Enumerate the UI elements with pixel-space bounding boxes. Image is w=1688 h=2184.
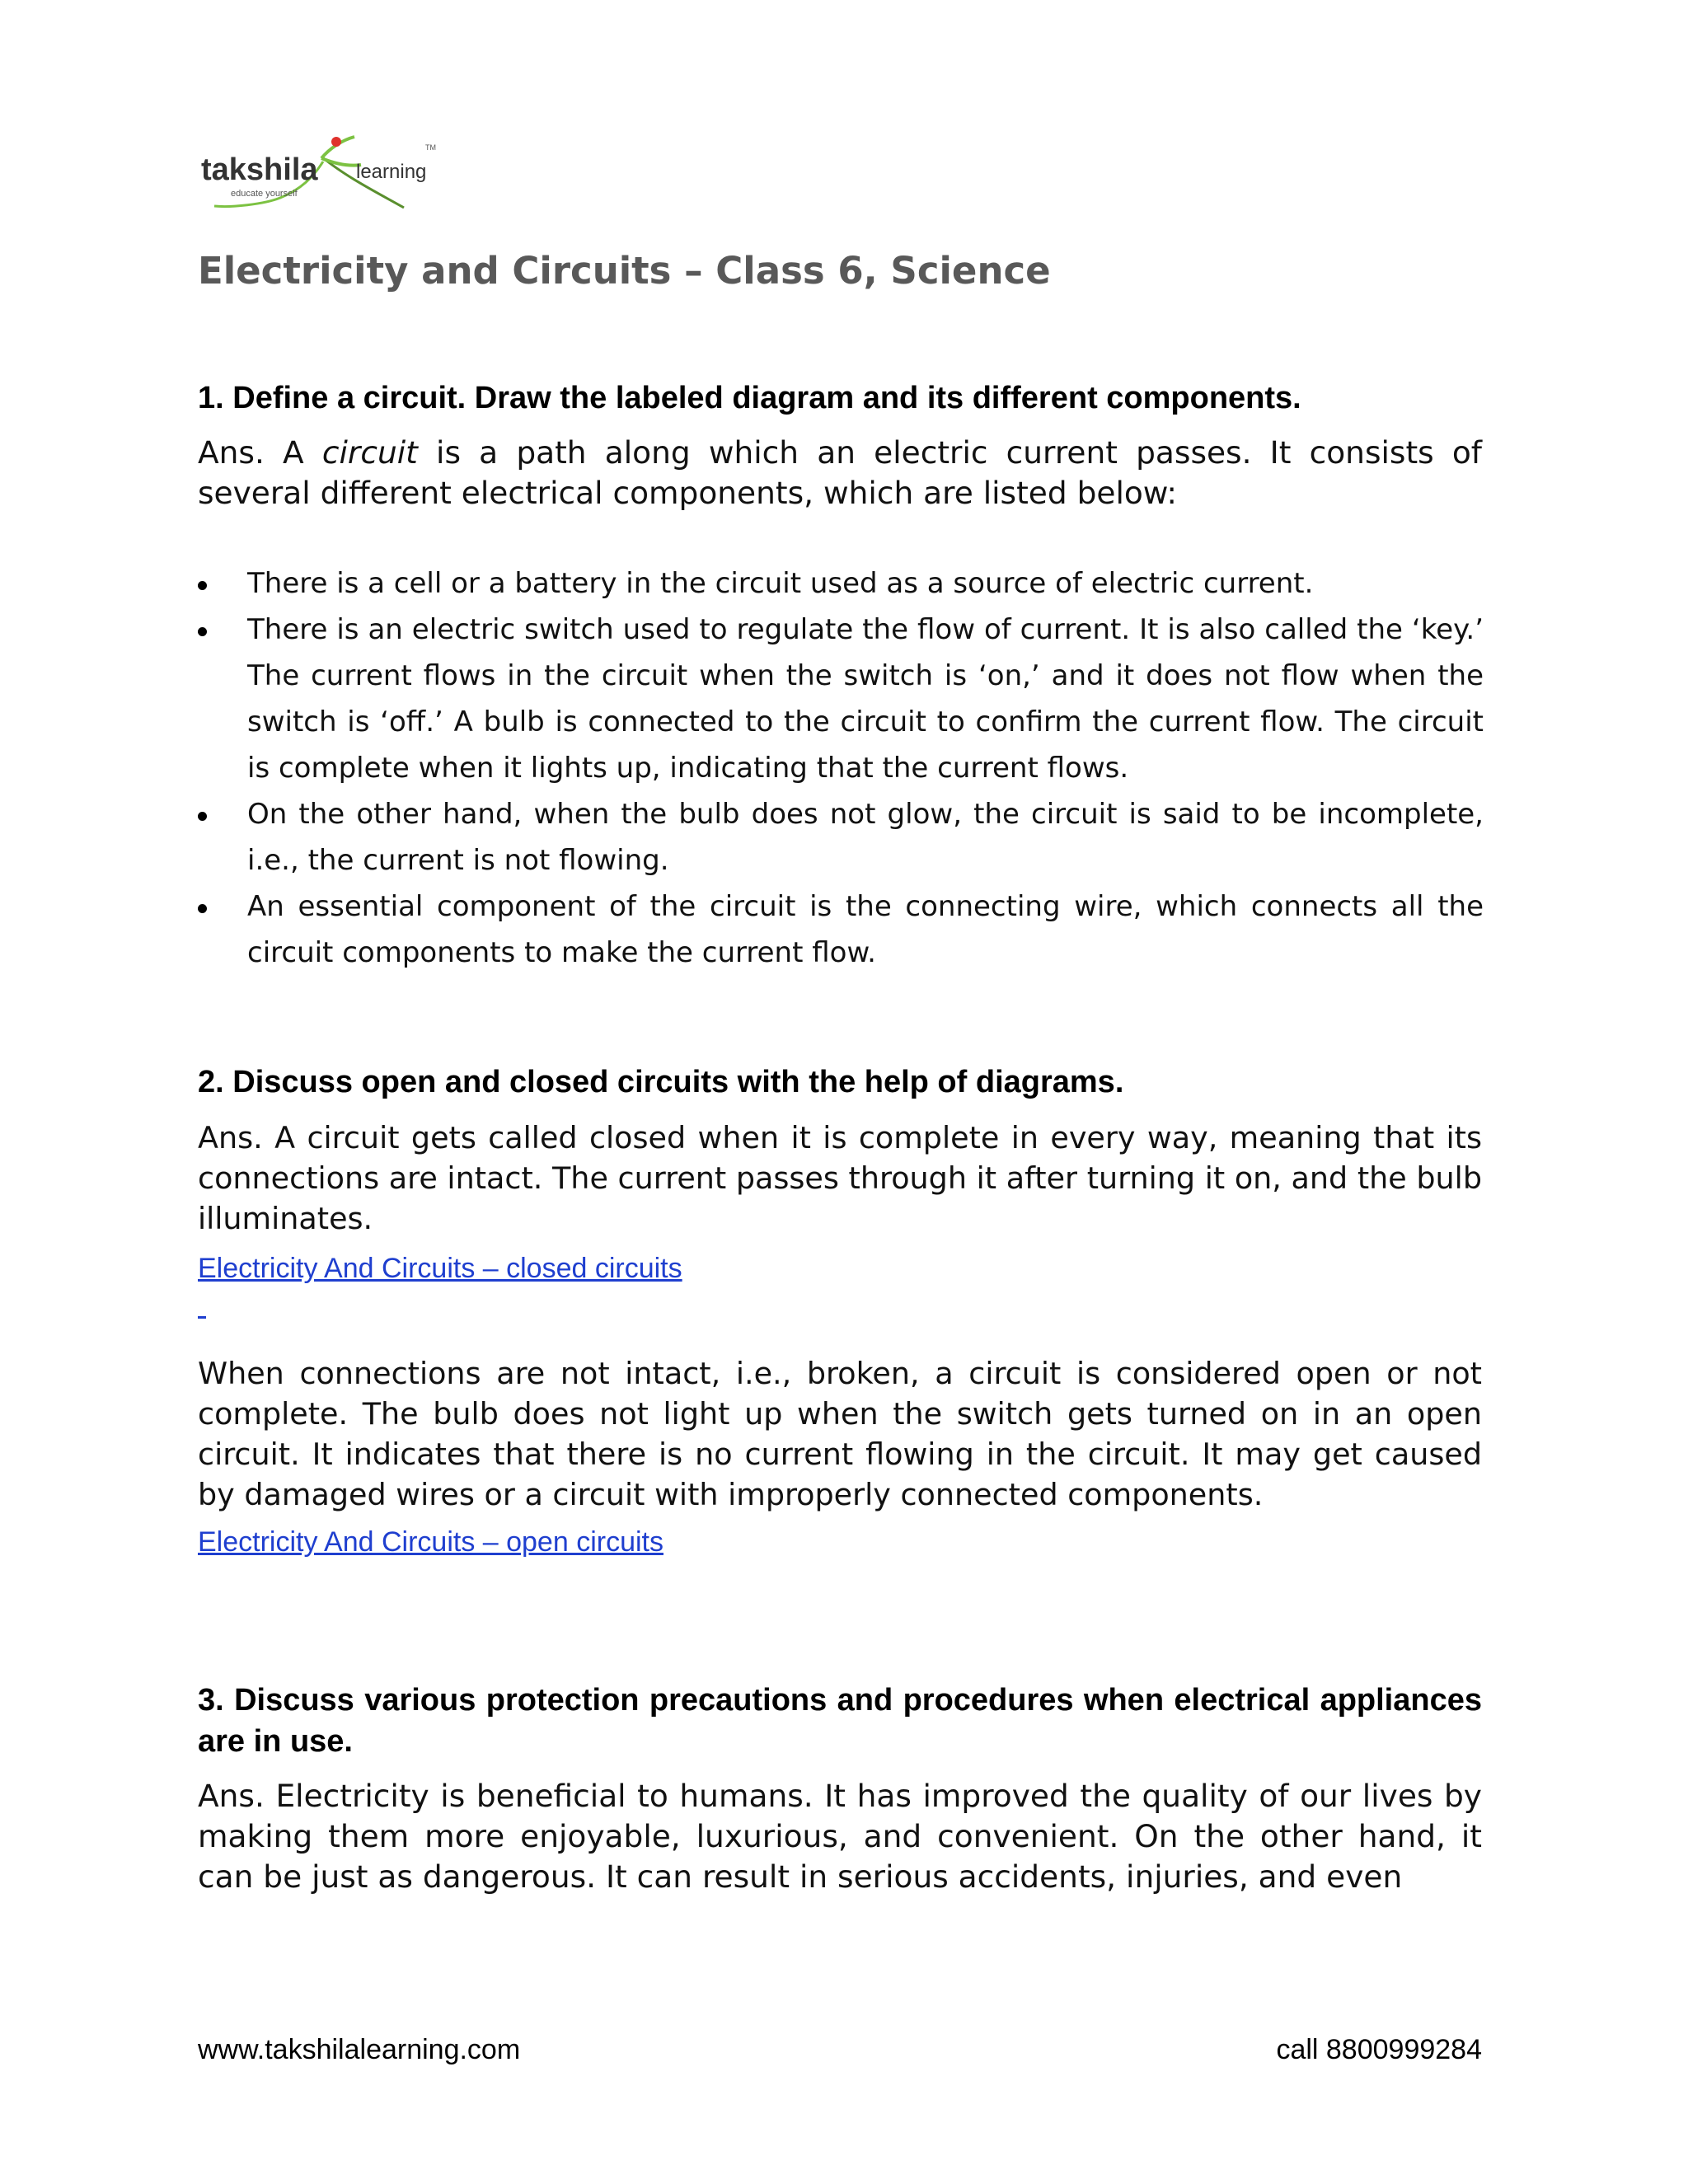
bullet-icon xyxy=(198,812,207,821)
list-item xyxy=(198,883,1484,976)
answer-2-open: When connections are not intact, i.e., broken, a circuit is considered open or not complete. The bulb does not light up when the switch gets turned on in an open circuit. It indicates that there is no current flowing in the circuit. It may get caused by damaged wires or a circuit with improperly connected components. xyxy=(198,1356,1482,1512)
list-item-text: There is an electric switch used to regulate the flow of current. It is also called the ‘key.’ The current flows in the circuit when the switch is ‘on,’ and it does not flow when the switch is ‘off.’ A bulb is connected to the circuit to confirm the current flow. The circuit is complete when it lights up, indicating that the current flows. xyxy=(247,613,1484,785)
component-list xyxy=(198,560,1484,976)
link-remnant[interactable] xyxy=(198,1316,206,1319)
answer-1-text: is a path along which an electric current passes. It consists of several different electrical components, which are listed below: xyxy=(198,434,1483,511)
answer-3: Ans. Electricity is beneficial to humans. It has improved the quality of our lives by making them more enjoyable, luxurious, and convenient. On the other hand, it can be just as dangerous. It can result in serious accidents, injuries, and even xyxy=(198,1778,1482,1895)
question-1: 1. Define a circuit. Draw the labeled diagram and its different components. xyxy=(198,381,1301,415)
logo-head-icon xyxy=(331,137,341,147)
list-item-text: There is a cell or a battery in the circuit used as a source of electric current. xyxy=(247,567,1314,600)
list-item-text: On the other hand, when the bulb does not glow, the circuit is said to be incomplete, i.e., the current is not flowing. xyxy=(247,798,1484,877)
bullet-icon xyxy=(198,904,207,913)
question-2: 2. Discuss open and closed circuits with the help of diagrams. xyxy=(198,1065,1124,1099)
answer-1-term: circuit xyxy=(321,434,418,471)
takshila-logo xyxy=(198,132,445,214)
bullet-icon xyxy=(198,627,207,636)
logo-tagline: educate yourself xyxy=(231,189,298,199)
footer-phone: call 8800999284 xyxy=(1276,2034,1482,2065)
answer-2-closed: Ans. A circuit gets called closed when it is complete in every way, meaning that its connections are intact. The current passes through it after turning it on, and the bulb illuminates. xyxy=(198,1120,1482,1236)
takshila-logo-mark xyxy=(198,132,445,214)
logo-tm: TM xyxy=(425,143,436,152)
closed-circuits-link[interactable]: Electricity And Circuits – closed circuits xyxy=(198,1253,682,1284)
bullet-icon xyxy=(198,581,207,590)
question-3: 3. Discuss various protection precautions and procedures when electrical appliances are in use. xyxy=(198,1683,1482,1759)
logo-word: learning xyxy=(356,161,427,183)
list-item-text: An essential component of the circuit is the connecting wire, which connects all the circuit components to make the current flow. xyxy=(247,890,1484,969)
open-circuits-link[interactable]: Electricity And Circuits – open circuits xyxy=(198,1526,663,1558)
page-title: Electricity and Circuits – Class 6, Science xyxy=(198,249,1051,293)
list-item xyxy=(198,791,1484,883)
list-item xyxy=(198,607,1484,791)
logo-brand: takshila xyxy=(201,152,318,187)
answer-1 xyxy=(198,433,1482,513)
answer-1-prefix: Ans. A xyxy=(198,434,322,471)
footer-website: www.takshilalearning.com xyxy=(198,2034,521,2065)
list-item xyxy=(198,560,1484,607)
